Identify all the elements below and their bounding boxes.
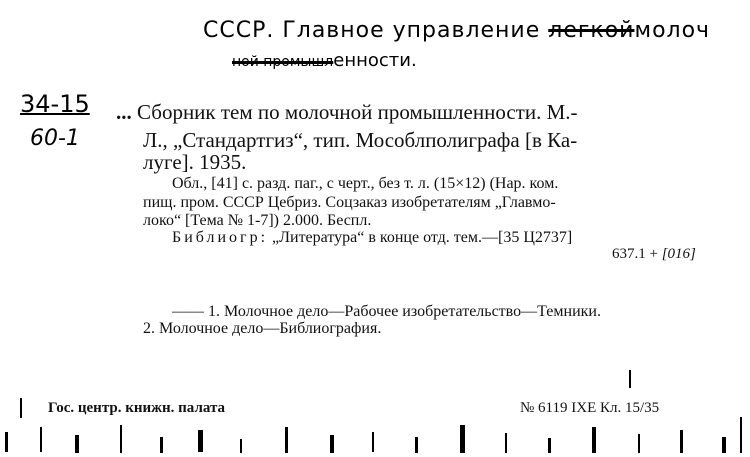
class-code-b: [016]	[661, 246, 696, 262]
scan-noise	[0, 397, 750, 457]
heading-text-b: молоч	[634, 18, 711, 43]
footer-left: Гос. центр. книжн. палата	[48, 400, 226, 416]
note-line-3: локо“ [Тема № 1-7]) 2.000. Беспл.	[143, 212, 372, 229]
note-line-1: Обл., [41] с. разд. паг., с черт., без т. л. (15×12) (Нар. ком.	[172, 175, 559, 192]
shelfmark-bottom: 60-1	[30, 126, 80, 151]
classification-code	[612, 246, 696, 263]
entry-line-3: луге]. 1935.	[143, 150, 247, 174]
bibliography-label: Библиогр:	[172, 229, 269, 246]
heading-text-c: енности.	[333, 50, 417, 71]
heading-text-a: СССР. Главное управление	[203, 18, 541, 43]
shelfmark-top: 34-15	[20, 90, 90, 118]
handwritten-heading-line1	[203, 18, 710, 43]
heading-struck-word: легкой	[548, 18, 635, 43]
footer-right: № 6119 IXE Кл. 15/35	[520, 400, 660, 416]
entry-line-1	[116, 100, 578, 125]
entry-line-2: Л., „Стандартгиз“, тип. Мособлполиграфа [в Ка-	[143, 128, 578, 152]
note-line-2: пищ. пром. СССР Цебриз. Соцзаказ изобретателям „Главмо-	[143, 194, 556, 211]
subject-heading-1: —— 1. Молочное дело—Рабочее изобретательство—Темники.	[172, 303, 601, 320]
handwritten-heading-line2	[232, 50, 417, 71]
stray-mark-2	[18, 398, 24, 418]
entry-lead-dots: ...	[116, 100, 132, 124]
entry-title-text: Сборник тем по молочной промышленности. М.-	[137, 100, 578, 124]
heading-struck-fragment: ной промышл	[232, 54, 334, 70]
subject-heading-2: 2. Молочное дело—Библиография.	[143, 320, 382, 337]
class-code-a: 637.1 +	[612, 246, 662, 262]
bibliography-text: „Литература“ в конце отд. тем.—[35 Ц2737]	[272, 229, 573, 246]
bibliography-line	[172, 229, 572, 247]
stray-mark-1	[627, 370, 633, 388]
